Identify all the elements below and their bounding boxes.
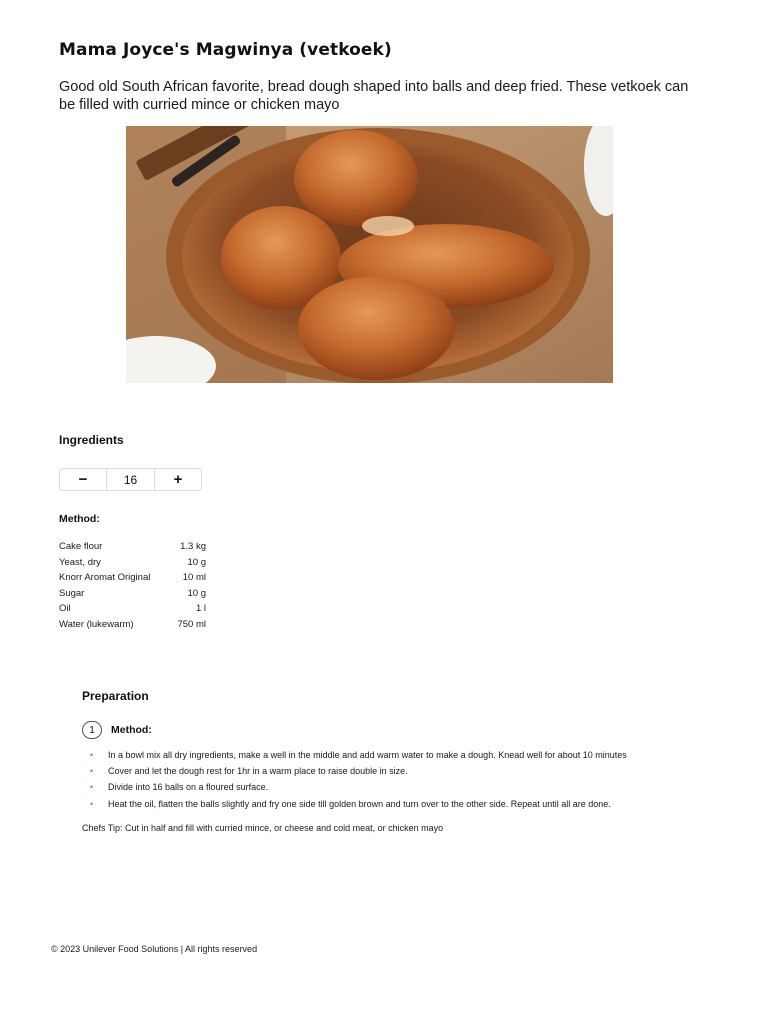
ingredient-amount: 1 l <box>195 603 206 615</box>
table-row <box>59 539 206 555</box>
ingredient-name: Cake flour <box>59 541 103 552</box>
list-item: • Cover and let the dough rest for 1hr in a warm place to raise double in size. <box>90 763 710 779</box>
ingredient-name: Yeast, dry <box>59 556 101 568</box>
recipe-photo <box>126 126 613 383</box>
ingredients-heading: Ingredients <box>59 433 124 447</box>
servings-value[interactable]: 16 <box>106 469 155 490</box>
increase-servings-button[interactable]: + <box>173 471 183 488</box>
step-header <box>82 721 152 739</box>
table-row <box>59 570 206 586</box>
list-item: • Divide into 16 balls on a floured surface. <box>90 779 710 795</box>
preparation-heading: Preparation <box>82 689 149 703</box>
table-row <box>59 617 206 633</box>
ingredient-amount: 10 g <box>187 587 206 599</box>
ingredient-name: Water (lukewarm) <box>59 618 134 630</box>
ingredient-amount: 750 ml <box>177 618 206 630</box>
table-row <box>59 601 206 617</box>
servings-stepper <box>59 468 202 491</box>
ingredient-amount: 1.3 kg <box>180 541 206 552</box>
chefs-tip: Chefs Tip: Cut in half and fill with curried mince, or cheese and cold meat, or chicken mayo <box>82 823 444 833</box>
list-item: • Heat the oil, flatten the balls slightly and fry one side till golden brown and turn over to the other side. Repeat until all are done. <box>90 796 710 812</box>
ingredient-name: Oil <box>59 603 71 615</box>
ingredient-name: Sugar <box>59 587 85 599</box>
ingredient-name: Knorr Aromat Original <box>59 572 151 584</box>
ingredient-amount: 10 g <box>187 556 206 568</box>
table-row <box>59 586 206 602</box>
recipe-title: Mama Joyce's Magwinya (vetkoek) <box>59 40 392 60</box>
preparation-steps-list <box>90 747 710 812</box>
vetkoek-plate-image <box>126 126 613 383</box>
footer-copyright: © 2023 Unilever Food Solutions | All rights reserved <box>51 944 258 954</box>
ingredient-amount: 10 ml <box>182 572 206 584</box>
ingredients-group-heading: Method: <box>59 513 100 525</box>
decrease-servings-button[interactable]: − <box>78 471 88 488</box>
recipe-description: Good old South African favorite, bread dough shaped into balls and deep fried. These vetkoek can be filled with curried mince or chicken mayo <box>59 79 689 113</box>
step-number-badge: 1 <box>82 721 102 739</box>
step-label: Method: <box>111 724 152 736</box>
list-item: • In a bowl mix all dry ingredients, make a well in the middle and add warm water to make a dough. Knead well for about 10 minutes <box>90 747 710 763</box>
table-row <box>59 555 206 571</box>
ingredients-table <box>59 539 206 633</box>
